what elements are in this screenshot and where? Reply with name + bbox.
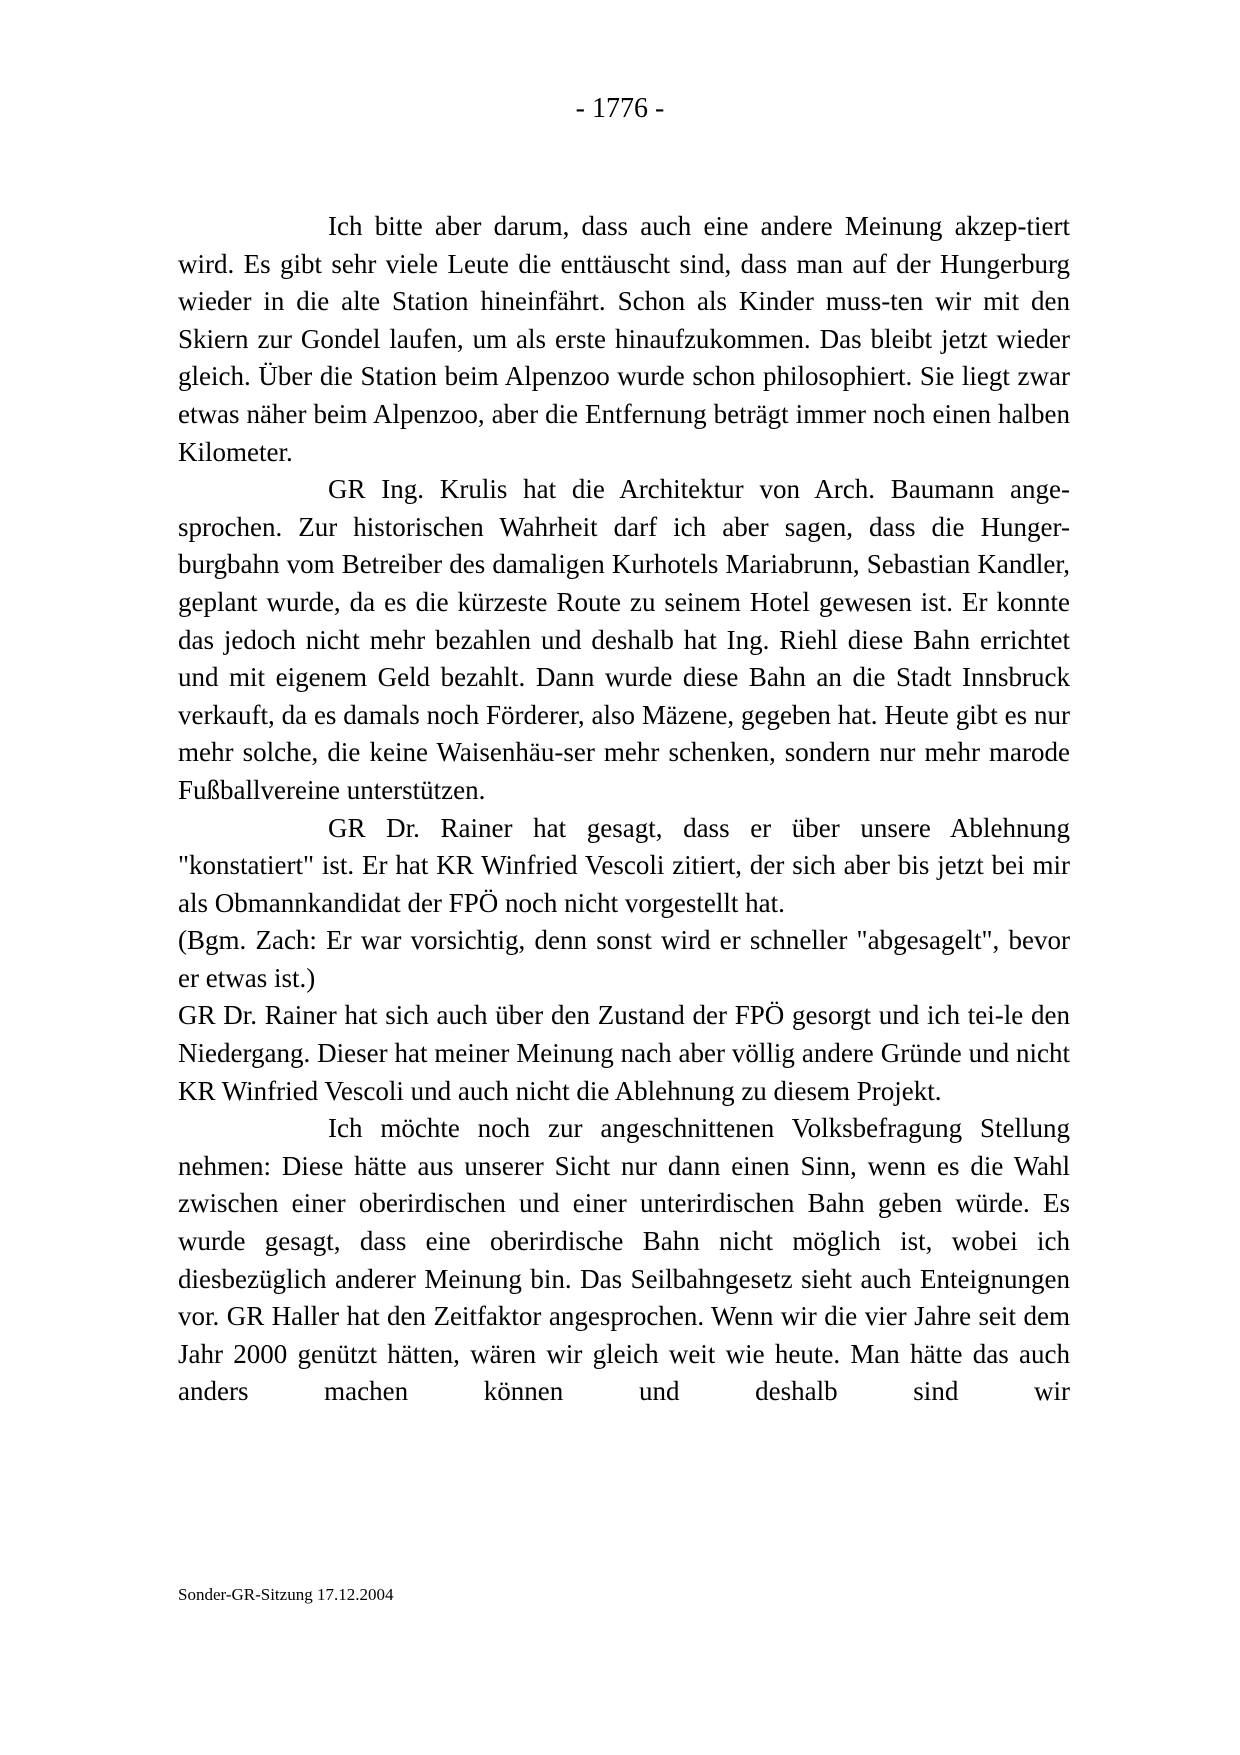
interjection-paragraph: (Bgm. Zach: Er war vorsichtig, denn sonst wird er schneller "abgesagelt", bevor er etwas ist.) (178, 925, 1070, 993)
page-number: - 1776 - (575, 93, 665, 124)
paragraph-6: Ich möchte noch zur angeschnittenen Volksbefragung Stellung nehmen: Diese hätte aus unserer Sicht nur dann einen Sinn, wenn es die Wahl zwischen einer oberirdischen und einer unterirdischen Bahn geben würde. Es wurde gesagt, dass eine oberirdische Bahn nicht möglich ist, wobei ich diesbezüglich anderer Meinung bin. Das Seilbahngesetz sieht auch Enteignungen vor. GR Haller hat den Zeitfaktor angesprochen. Wenn wir die vier Jahre seit dem Jahr 2000 genützt hätten, wären wir gleich weit wie heute. Man hätte das auch anders machen können und deshalb sind wir (178, 1113, 1070, 1407)
paragraph-5: GR Dr. Rainer hat sich auch über den Zustand der FPÖ gesorgt und ich tei-le den Niedergang. Dieser hat meiner Meinung nach aber völlig andere Gründe und nicht KR Winfried Vescoli und auch nicht die Ablehnung zu diesem Projekt. (178, 1000, 1070, 1106)
paragraph-2: GR Ing. Krulis hat die Architektur von Arch. Baumann ange-sprochen. Zur historischen Wahrheit darf ich aber sagen, dass die Hunger-burgbahn vom Betreiber des damaligen Kurhotels Mariabrunn, Sebastian Kandler, geplant wurde, da es die kürzeste Route zu seinem Hotel gewesen ist. Er konnte das jedoch nicht mehr bezahlen und deshalb hat Ing. Riehl diese Bahn errichtet und mit eigenem Geld bezahlt. Dann wurde diese Bahn an die Stadt Innsbruck verkauft, da es damals noch Förderer, also Mäzene, gegeben hat. Heute gibt es nur mehr solche, die keine Waisenhäu-ser mehr schenken, sondern nur mehr marode Fußballvereine unterstützen. (178, 474, 1070, 805)
footer-session-label: Sonder-GR-Sitzung 17.12.2004 (178, 1585, 394, 1604)
paragraph-3: GR Dr. Rainer hat gesagt, dass er über unsere Ablehnung "konstatiert" ist. Er hat KR Winfried Vescoli zitiert, der sich aber bis jetzt bei mir als Obmannkandidat der FPÖ noch nicht vorgestellt hat. (178, 812, 1070, 918)
document-body (178, 208, 1070, 1411)
paragraph-1: Ich bitte aber darum, dass auch eine andere Meinung akzep-tiert wird. Es gibt sehr viele Leute die enttäuscht sind, dass man auf der Hungerburg wieder in die alte Station hineinfährt. Schon als Kinder muss-ten wir mit den Skiern zur Gondel laufen, um als erste hinaufzukommen. Das bleibt jetzt wieder gleich. Über die Station beim Alpenzoo wurde schon philosophiert. Sie liegt zwar etwas näher beim Alpenzoo, aber die Entfernung beträgt immer noch einen halben Kilometer. (178, 211, 1070, 467)
